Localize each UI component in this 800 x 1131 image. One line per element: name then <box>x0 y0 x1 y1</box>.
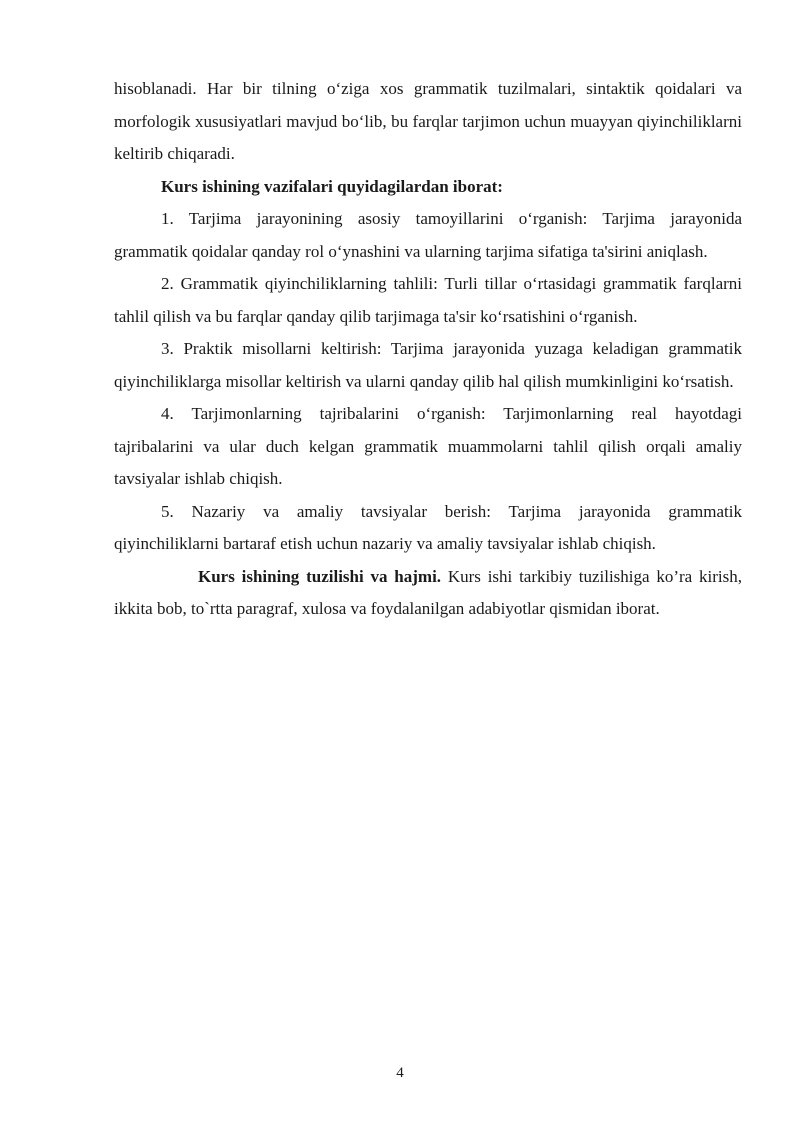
structure-text: Kurs ishi tarkibiy tuzilishiga ko’ra kirish, ikkita bob, to`rtta paragraf, xulosa va foydalanilgan adabiyotlar qismidan iborat. <box>114 566 742 618</box>
task-item-5: 5. Nazariy va amaliy tavsiyalar berish: Tarjima jarayonida grammatik qiyinchiliklarni bartaraf etish uchun nazariy va amaliy tavsiyalar ishlab chiqish. <box>114 501 742 553</box>
tasks-heading: Kurs ishining vazifalari quyidagilardan iborat: <box>161 176 503 196</box>
task-item-3: 3. Praktik misollarni keltirish: Tarjima jarayonida yuzaga keladigan grammatik qiyinchiliklarga misollar keltirish va ularni qanday qilib hal qilish mumkinligini ko‘rsatish. <box>114 339 742 391</box>
structure-paragraph <box>114 561 742 626</box>
page-number: 4 <box>396 1065 404 1081</box>
task-item-2: 2. Grammatik qiyinchiliklarning tahlili: Turli tillar o‘rtasidagi grammatik farqlarni tahlil qilish va bu farqlar qanday qilib tarjimaga ta'sir ko‘rsatishini o‘rganish. <box>114 274 742 326</box>
structure-heading: Kurs ishining tuzilishi va hajmi. <box>198 566 442 586</box>
task-item-1: 1. Tarjima jarayonining asosiy tamoyillarini o‘rganish: Tarjima jarayonida grammatik qoidalar qanday rol o‘ynashini va ularning tarjima sifatiga ta'sirini aniqlash. <box>114 209 742 261</box>
task-item-4: 4. Tarjimonlarning tajribalarini o‘rganish: Tarjimonlarning real hayotdagi tajribalarini va ular duch kelgan grammatik muammolarni tahlil qilish orqali amaliy tavsiyalar ishlab chiqish. <box>114 404 742 488</box>
intro-continuation-paragraph: hisoblanadi. Har bir tilning o‘ziga xos grammatik tuzilmalari, sintaktik qoidalari va morfologik xususiyatlari mavjud bo‘lib, bu farqlar tarjimon uchun muayyan qiyinchiliklarni keltirib chiqaradi. <box>114 79 742 163</box>
page-body <box>114 73 742 626</box>
